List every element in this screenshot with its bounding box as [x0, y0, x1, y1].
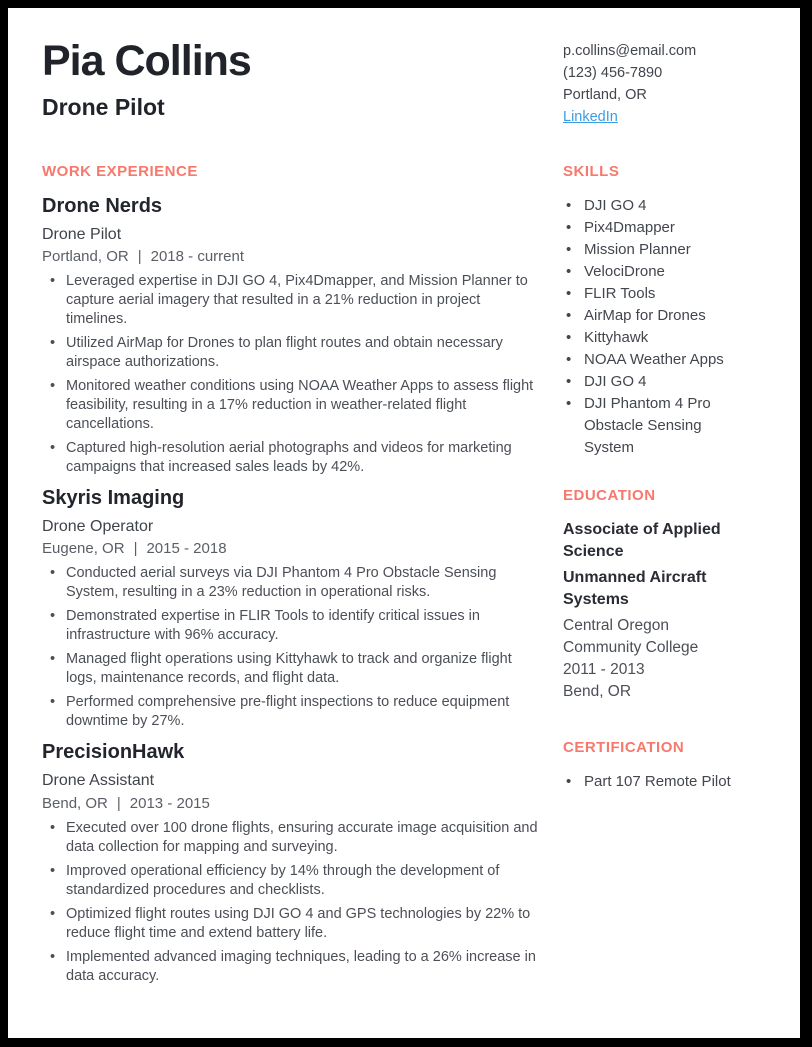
certification-heading: CERTIFICATION	[563, 739, 685, 756]
bullet-item: • Optimized flight routes using DJI GO 4 and GPS technologies by 22% to reduce flight time and extend battery life.	[42, 905, 542, 943]
company-name: PrecisionHawk	[42, 741, 185, 764]
job-dates: 2018 - current	[150, 248, 245, 266]
skill-item: • Kittyhawk	[563, 327, 744, 349]
bullet-item: • Conducted aerial surveys via DJI Phantom 4 Pro Obstacle Sensing System, resulting in a 23% reduction in operational risks.	[42, 564, 542, 602]
bullet-item: • Monitored weather conditions using NOAA Weather Apps to assess flight feasibility, resulting in a 17% reduction in weather-related flight cancellations.	[42, 377, 542, 434]
job-dates: 2013 - 2015	[129, 794, 210, 812]
company-name: Drone Nerds	[42, 195, 163, 217]
skill-item: • AirMap for Drones	[563, 305, 744, 327]
job-location: Eugene, OR	[42, 540, 125, 558]
company-name: Skyris Imaging	[42, 487, 185, 510]
job-entry	[42, 195, 542, 477]
bullet-item: • Performed comprehensive pre-flight inspections to reduce equipment downtime by 27%.	[42, 693, 542, 731]
bullet-item: • Improved operational efficiency by 14% through the development of standardized procedures and checklists.	[42, 862, 542, 900]
bullet-item: • Managed flight operations using Kittyhawk to track and organize flight logs, maintenance records, and flight data.	[42, 650, 542, 688]
skill-item: • Mission Planner	[563, 239, 744, 261]
education-degree: Associate of Applied Science	[563, 521, 721, 560]
certification-list	[563, 771, 770, 793]
education-location: Bend, OR	[563, 683, 632, 700]
skill-item: • VelociDrone	[563, 261, 744, 283]
job-role: Drone Pilot	[42, 226, 122, 243]
work-experience-section	[42, 163, 542, 996]
bullet-list	[42, 272, 542, 477]
job-location: Portland, OR	[42, 248, 129, 266]
job-role: Drone Assistant	[42, 772, 155, 790]
skill-item: • NOAA Weather Apps	[563, 349, 744, 371]
job-meta	[42, 540, 542, 558]
bullet-list	[42, 819, 542, 986]
job-meta	[42, 248, 542, 266]
education-section	[563, 487, 770, 703]
bullet-item: • Demonstrated expertise in FLIR Tools to identify critical issues in infrastructure with 96% accuracy.	[42, 607, 542, 645]
skill-item: • FLIR Tools	[563, 283, 744, 305]
skill-item: • Pix4Dmapper	[563, 217, 744, 239]
bullet-item: • Utilized AirMap for Drones to plan flight routes and obtain necessary airspace authorizations.	[42, 334, 542, 372]
certification-section	[563, 739, 770, 793]
job-entry	[42, 741, 542, 985]
meta-divider: |	[133, 540, 138, 558]
work-experience-heading: WORK EXPERIENCE	[42, 163, 198, 180]
bullet-item: • Captured high-resolution aerial photographs and videos for marketing campaigns that increased sales leads by 42%.	[42, 439, 542, 477]
meta-divider: |	[116, 794, 121, 812]
sidebar	[563, 163, 770, 996]
skills-heading: SKILLS	[563, 163, 620, 180]
contact-email: p.collins@email.com	[563, 43, 697, 59]
person-title: Drone Pilot	[42, 94, 165, 120]
job-entry	[42, 487, 542, 731]
job-dates: 2015 - 2018	[146, 540, 227, 558]
bullet-item: • Executed over 100 drone flights, ensuring accurate image acquisition and data collection for mapping and surveying.	[42, 819, 542, 857]
skills-section	[563, 163, 770, 459]
header-block	[42, 38, 542, 128]
education-heading: EDUCATION	[563, 487, 656, 504]
education-school: Central Oregon Community College	[563, 617, 699, 656]
contact-location: Portland, OR	[563, 87, 647, 103]
person-name: Pia Collins	[42, 37, 251, 85]
job-meta	[42, 795, 542, 813]
bullet-item: • Implemented advanced imaging techniques, leading to a 26% increase in data accuracy.	[42, 948, 542, 986]
skills-list	[563, 195, 770, 459]
skill-item: • DJI Phantom 4 Pro Obstacle Sensing System	[563, 393, 744, 459]
contact-phone: (123) 456-7890	[563, 65, 663, 81]
bullet-item: • Leveraged expertise in DJI GO 4, Pix4Dmapper, and Mission Planner to capture aerial imagery that resulted in a 21% reduction in project timelines.	[42, 272, 542, 329]
skill-item: • DJI GO 4	[563, 371, 744, 393]
job-role: Drone Operator	[42, 518, 154, 536]
certification-item: • Part 107 Remote Pilot	[563, 771, 770, 793]
meta-divider: |	[137, 248, 142, 266]
education-program: Unmanned Aircraft Systems	[563, 569, 707, 608]
contact-block	[563, 38, 770, 128]
bullet-list	[42, 564, 542, 731]
skill-item: • DJI GO 4	[563, 195, 744, 217]
job-location: Bend, OR	[42, 794, 108, 812]
linkedin-link[interactable]: LinkedIn	[563, 109, 618, 125]
education-dates: 2011 - 2013	[563, 661, 645, 678]
